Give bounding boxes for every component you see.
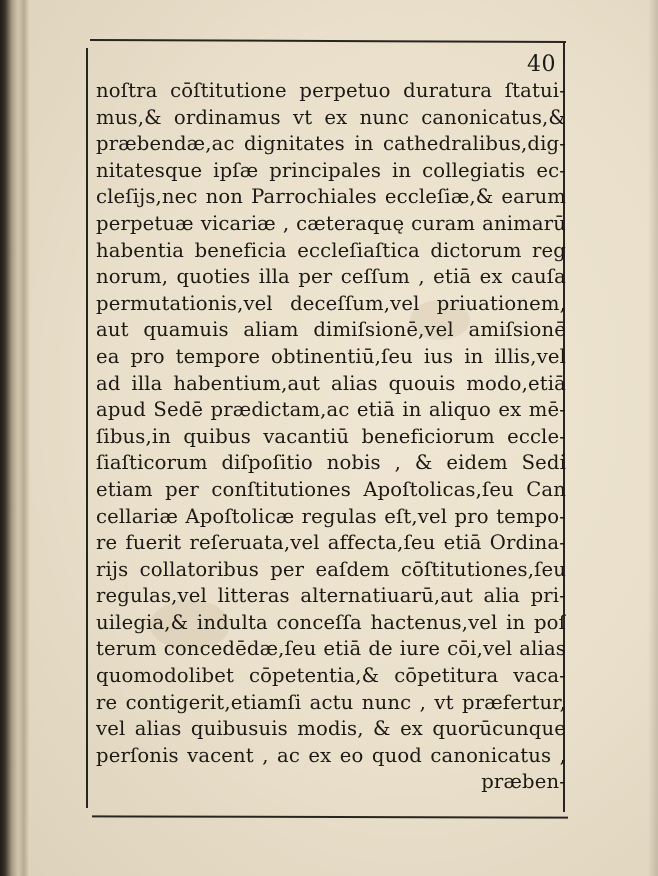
text-line: re contigerit,etiamſi actu nunc , vt præfertur,: [96, 690, 566, 714]
text-line: habentia beneficia eccleſiaſtica dictorum reg: [96, 238, 566, 262]
text-line: rijs collatoribus per eaſdem cōſtitutiones,ſeu: [96, 557, 566, 581]
text-line: ea pro tempore obtinentiū,ſeu ius in illis,vel: [96, 344, 566, 368]
text-line: præbendæ,ac dignitates in cathedralibus,dig-: [96, 132, 566, 156]
body-text: [96, 78, 566, 796]
page-edge-shadow: [648, 0, 658, 876]
text-line: mus,& ordinamus vt ex nunc canonicatus,&: [96, 105, 566, 129]
text-line: etiam per conſtitutiones Apoſtolicas,ſeu Can: [96, 477, 566, 501]
catchword: præben-: [481, 770, 566, 794]
text-line: cellariæ Apoſtolicæ regulas eſt,vel pro tempo-: [96, 504, 566, 528]
text-line: terum concedēdæ,ſeu etiā de iure cōi,vel alias: [96, 637, 566, 661]
text-line: perſonis vacent , ac ex eo quod canonicatus ,: [96, 743, 566, 767]
text-line: vel alias quibusuis modis, & ex quorūcunque: [96, 717, 566, 741]
text-line: ad illa habentium,aut alias quouis modo,etiā: [96, 371, 566, 395]
text-line: cleſijs,nec non Parrochiales eccleſiæ,& earum: [96, 185, 566, 209]
text-line: regulas,vel litteras alternatiuarū,aut alia pri-: [96, 584, 566, 608]
text-line: quomodolibet cōpetentia,& cōpetitura vaca-: [96, 664, 566, 688]
text-line: permutationis,vel deceſſum,vel priuationem,: [96, 291, 566, 315]
page-number: 40: [527, 52, 556, 77]
book-gutter: [0, 0, 30, 876]
frame-rule-left: [86, 48, 88, 808]
text-line: noſtra cōſtitutione perpetuo duratura ſtatui-: [96, 79, 566, 102]
text-line: apud Sedē prædictam,ac etiā in aliquo ex mē-: [96, 398, 566, 422]
text-line: re fuerit reſeruata,vel affecta,ſeu etiā Ordina-: [96, 531, 566, 555]
text-line: ſiaſticorum diſpoſitio nobis , & eidem Sedi: [96, 451, 566, 475]
text-line: norum, quoties illa per ceſſum , etiā ex cauſa: [96, 265, 566, 289]
text-line: aut quamuis aliam dimiſsionē,vel amiſsionē: [96, 318, 566, 342]
text-line: nitatesque ipſæ principales in collegiatis ec-: [96, 158, 566, 182]
text-line: ſibus,in quibus vacantiū beneficiorum eccle-: [96, 424, 566, 448]
text-line: perpetuæ vicariæ , cæteraquę curam animarū: [96, 211, 566, 235]
text-line: uilegia,& indulta conceſſa hactenus,vel in poſ: [96, 610, 566, 634]
